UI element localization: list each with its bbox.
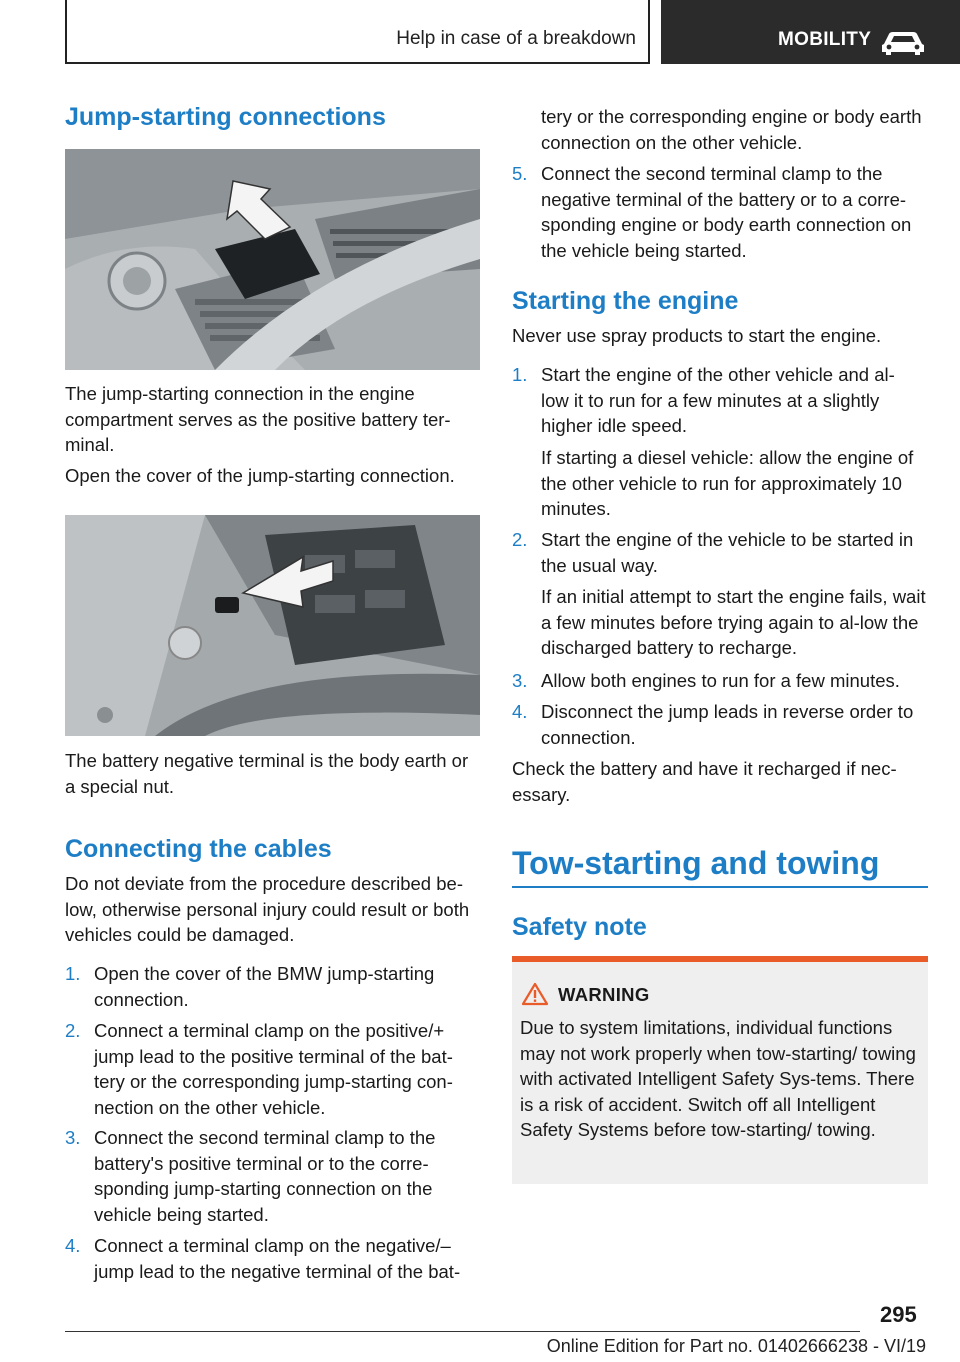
list-number: 5. [512,163,528,184]
footer-edition: Online Edition for Part no. 01402666238 - VI/19 [546,1336,926,1356]
list-number: 1. [65,963,81,984]
list-item-continued [512,104,930,155]
list-number: 3. [65,1127,81,1148]
footer-rule [65,1331,860,1332]
heading-connecting-the-cables: Connecting the cables [65,835,332,863]
list-item [512,699,930,750]
list-number: 2. [65,1020,81,1041]
list-text: Open the cover of the BMW jump-starting connection. [94,963,435,1010]
header-separator [648,0,650,64]
page-number: 295 [880,1302,917,1327]
list-text: Connect a terminal clamp on the negative/– jump lead to the negative terminal of the bat- [94,1235,461,1282]
list-text: Connect the second terminal clamp to the negative terminal of the battery or to a corre-sponding engine or body earth connection on the vehicle being started. [541,163,912,261]
list-subtext: If starting a diesel vehicle: allow the engine of the other vehicle to run for approximately 10 minutes. [541,447,914,519]
header-chapter-title: MOBILITY [778,29,872,50]
list-item [65,1233,480,1284]
list-number: 3. [512,670,528,691]
warning-title: WARNING [558,984,650,1005]
header-underline [65,62,649,64]
list-text: tery or the corresponding engine or body earth connection on the other vehicle. [541,106,922,153]
paragraph-jump-connection-positive: The jump-starting connection in the engine compartment serves as the positive battery ter-minal. [65,383,451,455]
paragraph-open-cover: Open the cover of the jump-starting connection. [65,465,455,486]
heading-jump-starting-connections: Jump-starting connections [65,103,386,131]
list-subtext: If an initial attempt to start the engine fails, wait a few minutes before trying again to al-low the discharged battery to recharge. [541,586,926,658]
list-number: 2. [512,529,528,550]
list-text: Allow both engines to run for a few minutes. [541,670,900,691]
engine-compartment-photo [65,149,480,370]
heading-starting-the-engine: Starting the engine [512,287,739,315]
warning-bar [512,956,928,962]
list-text: Start the engine of the vehicle to be started in the usual way. [541,529,914,576]
list-text: Disconnect the jump leads in reverse order to connection. [541,701,914,748]
paragraph-do-not-deviate: Do not deviate from the procedure described be-low, otherwise personal injury could result or both vehicles could be damaged. [65,873,470,945]
heading-underline [512,886,928,888]
heading-safety-note: Safety note [512,913,647,941]
list-text: Start the engine of the other vehicle and al-low it to run for a few minutes at a slightly higher idle speed. [541,364,895,436]
list-text: Connect the second terminal clamp to the battery's positive terminal or to the corre-sponding jump-starting connection on the vehicle being started. [94,1127,436,1225]
battery-negative-terminal-photo [65,515,480,736]
heading-tow-starting-and-towing: Tow-starting and towing [512,845,880,881]
list-text: Connect a terminal clamp on the positive/+ jump lead to the positive terminal of the bat-tery or the corresponding jump-starting con-nection on the other vehicle. [94,1020,453,1118]
header-left-rule [65,0,67,64]
warning-triangle-icon [521,982,549,1006]
list-item [512,668,930,694]
list-number: 4. [65,1235,81,1256]
header-section-title: Help in case of a breakdown [396,28,636,49]
paragraph-negative-terminal: The battery negative terminal is the body earth or a special nut. [65,750,469,797]
warning-box [512,956,928,1184]
car-icon [880,28,926,56]
warning-text: Due to system limitations, individual functions may not work properly when tow-starting/ towing with activated Intelligent Safety Sys-tems. There is a risk of accident. Switch off all Intelligent Safety Systems before tow-starting/ towing. [520,1017,916,1140]
paragraph-check-battery: Check the battery and have it recharged if nec-essary. [512,758,897,805]
list-item [65,961,480,1012]
list-item [65,1125,480,1227]
list-number: 4. [512,701,528,722]
list-item [512,161,930,263]
list-number: 1. [512,364,528,385]
list-item [512,527,930,667]
list-item [65,1018,480,1120]
list-item [512,362,930,522]
paragraph-never-use-spray: Never use spray products to start the engine. [512,325,882,346]
